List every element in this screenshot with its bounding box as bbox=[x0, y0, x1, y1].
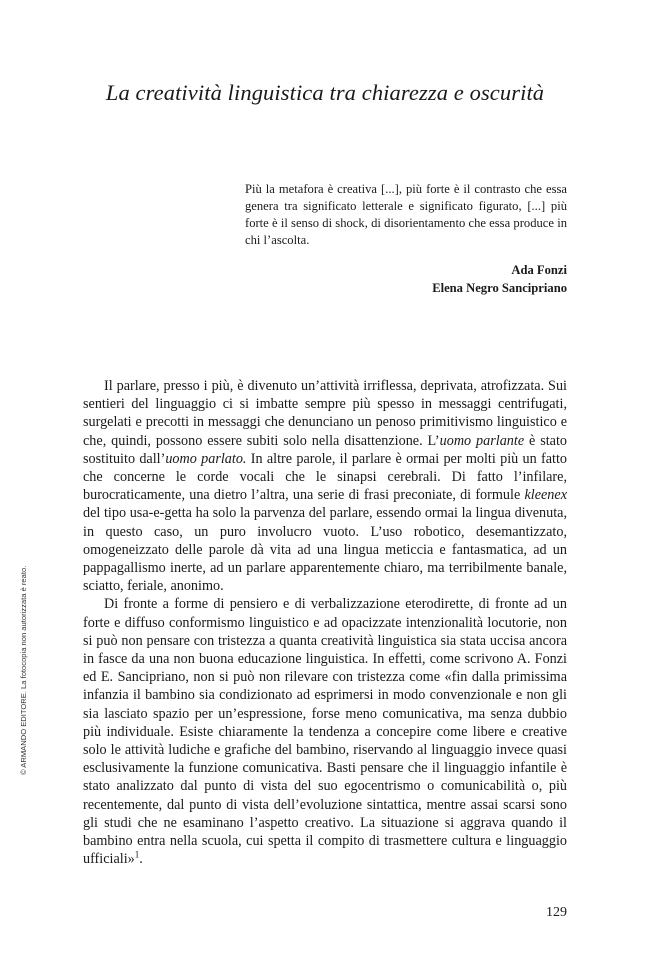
italic-term: kleenex bbox=[524, 487, 567, 504]
footnote-reference[interactable]: 1 bbox=[134, 849, 140, 860]
body-text bbox=[83, 377, 567, 868]
epigraph-quote: Più la metafora è creativa [...], più forte è il contrasto che essa genera tra significato letterale e significato figurato, [...] più forte è il senso di shock, di disorientamento che essa produce in chi l’ascolta. bbox=[245, 182, 567, 247]
page-number: 129 bbox=[546, 905, 567, 920]
epigraph-author: Elena Negro Sancipriano bbox=[432, 280, 567, 295]
italic-term: uomo parlato. bbox=[165, 450, 247, 467]
text-run: . bbox=[139, 851, 143, 868]
paragraph bbox=[83, 595, 567, 868]
text-run: In altre parole, il parlare è ormai per molti più un fatto che concerne le corde vocali che le sinapsi cerebrali. Di fatto l’infilare, burocraticamente, una dietro l’altra, una serie di frasi preconiate, di formule bbox=[83, 450, 568, 504]
copyright-notice: © ARMANDO EDITORE. La fotocopia non autorizzata è reato. bbox=[19, 565, 28, 775]
epigraph-authors bbox=[432, 262, 567, 297]
text-run: del tipo usa-e-getta ha solo la parvenza del parlare, essendo ormai la lingua divenuta, in questo caso, un puro involucro vuoto. L’uso robotico, desemantizzato, omogeneizzato delle parole dà vita ad una lingua meticcia e fantasmatica, ad un pappagallismo inerte, ad un parlare apparentemente chiaro, ma terribilmente banale, sciatto, feriale, anonimo. bbox=[83, 505, 567, 595]
paragraph bbox=[83, 377, 567, 595]
text-run: è stato sostituito dall’ bbox=[83, 432, 568, 467]
epigraph-author: Ada Fonzi bbox=[511, 263, 567, 277]
text-run: Di fronte a forme di pensiero e di verbalizzazione eterodirette, di fronte ad un forte e diffuso conformismo linguistico e ad opacizzate intenzionalità locutorie, non si può non pensare con tristezza a quanta creatività linguistica sia stata uccisa ancora in fasce da una non buona educazione linguistica. In effetti, come scrivono A. Fonzi ed E. Sancipriano, non si può non rilevare con tristezza come «fin dalla primissima infanzia il bambino sia condizionato ad esprimersi in modo convenzionale e non gli sia lasciato spazio per un’espressione, forse meno comunicativa, ma senza dubbio più individuale. Esiste chiaramente la tendenza a concepire come libere e creative solo le attività ludiche e grafiche del bambino, riservando al linguaggio invece quasi esclusivamente la funzione comunicativa. Basti pensare che il linguaggio infantile è stato analizzato dal punto di vista del suo egocentrismo o comunicabilità o, più recentemente, dal punto di vista dell’evoluzione sintattica, mentre assai scarsi sono gli studi che ne esaminano l’aspetto creativo. La situazione si aggrava quando il bambino entra nella scuola, cui spetta il compito di trasmettere cultura e linguaggio ufficiali» bbox=[83, 596, 567, 868]
text-run: Il parlare, presso i più, è divenuto un’attività irriflessa, deprivata, atrofizzata. Sui sentieri del linguaggio ci si imbatte sempre più spesso in messaggi centrifugati, surgelati e precotti in messaggi che denunciano un penoso primitivismo linguistico e che, quindi, possono essere subiti solo nella disattenzione. L’ bbox=[83, 378, 567, 449]
chapter-title: La creatività linguistica tra chiarezza e oscurità bbox=[105, 80, 545, 105]
italic-term: uomo parlante bbox=[439, 432, 525, 449]
